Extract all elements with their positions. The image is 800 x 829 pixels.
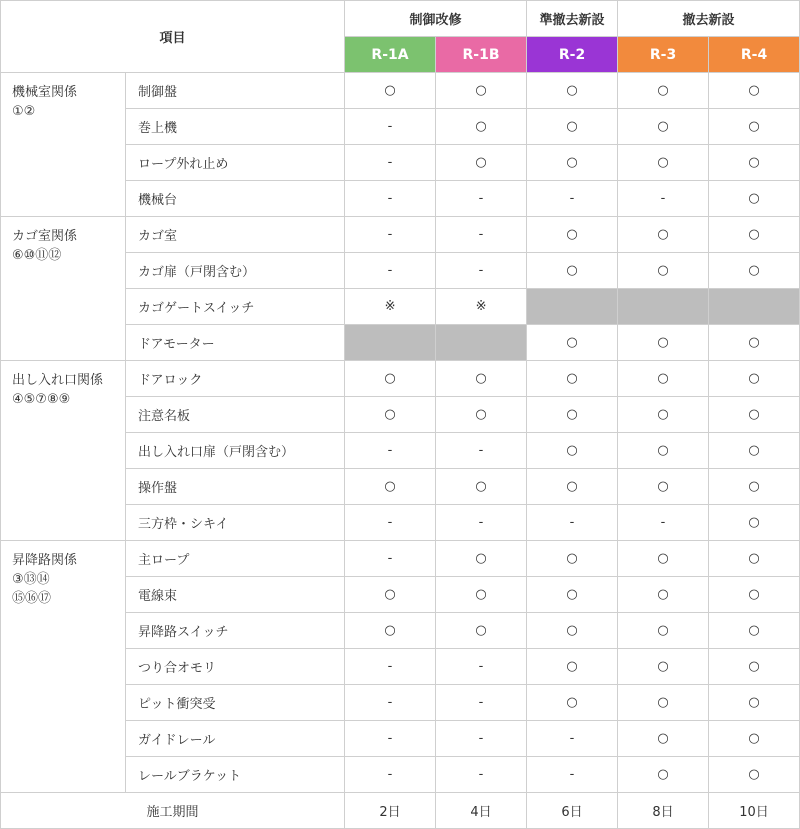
item-name: ドアモーター [126,325,345,361]
value-cell-r1b: ○ [436,577,527,613]
value-cell-r3: ○ [618,469,709,505]
group-label-cell [1,541,126,793]
value-cell-r3: ○ [618,721,709,757]
item-name: レールブラケット [126,757,345,793]
value-cell-r3: ○ [618,325,709,361]
group-header-control-renovation: 制御改修 [345,1,527,37]
value-cell-r3 [618,289,709,325]
value-cell-r2: ○ [527,325,618,361]
item-name: 機械台 [126,181,345,217]
value-cell-r4: ○ [709,217,800,253]
value-cell-r4: ○ [709,721,800,757]
value-cell-r2: ○ [527,253,618,289]
value-cell-r3: ○ [618,253,709,289]
table-row [1,541,800,577]
table-row [1,217,800,253]
value-cell-r1b [436,325,527,361]
item-name: 三方枠・シキイ [126,505,345,541]
value-cell-r4: ○ [709,145,800,181]
value-cell-r2: - [527,721,618,757]
value-cell-r2: - [527,757,618,793]
value-cell-r2: - [527,181,618,217]
value-cell-r4: ○ [709,685,800,721]
value-cell-r3: ○ [618,145,709,181]
group-header-full-replacement: 撤去新設 [618,1,800,37]
value-cell-r1b: - [436,505,527,541]
group-label: 出し入れ口関係 [12,373,104,388]
value-cell-r1b: ○ [436,109,527,145]
item-name: つり合オモリ [126,649,345,685]
group-label: カゴ室関係 [12,229,78,244]
item-name: 操作盤 [126,469,345,505]
period-r4: 10日 [709,793,800,829]
value-cell-r2: ○ [527,613,618,649]
group-numbers: ③⑬⑭ [12,572,50,587]
value-cell-r2: ○ [527,649,618,685]
value-cell-r3: - [618,181,709,217]
value-cell-r2: ○ [527,469,618,505]
value-cell-r4: ○ [709,397,800,433]
value-cell-r1a: - [345,541,436,577]
value-cell-r4: ○ [709,109,800,145]
value-cell-r1a: ○ [345,73,436,109]
value-cell-r1a [345,325,436,361]
value-cell-r1b: ○ [436,469,527,505]
value-cell-r4: ○ [709,433,800,469]
value-cell-r1a: ○ [345,577,436,613]
item-name: ピット衝突受 [126,685,345,721]
value-cell-r1b: - [436,649,527,685]
value-cell-r3: ○ [618,397,709,433]
value-cell-r1b: ○ [436,397,527,433]
group-label-cell [1,361,126,541]
value-cell-r1a: ○ [345,397,436,433]
plan-header-r3: R-3 [618,37,709,73]
value-cell-r1a: - [345,721,436,757]
value-cell-r2: ○ [527,109,618,145]
value-cell-r1a: - [345,109,436,145]
value-cell-r1b: ○ [436,541,527,577]
plan-header-r1b: R-1B [436,37,527,73]
value-cell-r4: ○ [709,361,800,397]
table-body [1,73,800,793]
value-cell-r3: ○ [618,577,709,613]
value-cell-r2: ○ [527,361,618,397]
value-cell-r3: ○ [618,613,709,649]
item-name: 巻上機 [126,109,345,145]
value-cell-r2: - [527,505,618,541]
period-r2: 6日 [527,793,618,829]
value-cell-r1a: - [345,685,436,721]
item-name: 昇降路スイッチ [126,613,345,649]
value-cell-r1a: - [345,145,436,181]
period-r1b: 4日 [436,793,527,829]
value-cell-r1a: - [345,757,436,793]
item-header: 項目 [1,1,345,73]
group-label-cell [1,217,126,361]
value-cell-r3: ○ [618,541,709,577]
group-numbers: ①② [12,104,36,119]
value-cell-r1a: ○ [345,469,436,505]
value-cell-r1a: - [345,649,436,685]
value-cell-r1a: ※ [345,289,436,325]
value-cell-r2 [527,289,618,325]
value-cell-r3: ○ [618,109,709,145]
value-cell-r4: ○ [709,73,800,109]
value-cell-r1b: - [436,721,527,757]
item-name: 主ロープ [126,541,345,577]
value-cell-r2: ○ [527,433,618,469]
value-cell-r4: ○ [709,613,800,649]
value-cell-r4 [709,289,800,325]
value-cell-r4: ○ [709,541,800,577]
group-numbers: ⑮⑯⑰ [12,591,52,606]
value-cell-r1a: - [345,217,436,253]
group-header-semi-replacement: 準撤去新設 [527,1,618,37]
group-label: 機械室関係 [12,85,78,100]
item-name: カゴ室 [126,217,345,253]
value-cell-r1a: - [345,253,436,289]
value-cell-r4: ○ [709,253,800,289]
value-cell-r4: ○ [709,757,800,793]
value-cell-r3: ○ [618,217,709,253]
value-cell-r1b: ○ [436,613,527,649]
value-cell-r1b: - [436,217,527,253]
value-cell-r3: ○ [618,361,709,397]
value-cell-r2: ○ [527,73,618,109]
value-cell-r3: ○ [618,73,709,109]
value-cell-r1a: - [345,181,436,217]
item-name: 出し入れ口扉（戸閉含む） [126,433,345,469]
item-name: ロープ外れ止め [126,145,345,181]
value-cell-r3: ○ [618,433,709,469]
period-r3: 8日 [618,793,709,829]
value-cell-r4: ○ [709,325,800,361]
period-r1a: 2日 [345,793,436,829]
group-numbers: ④⑤⑦⑧⑨ [12,392,71,407]
value-cell-r1b: ○ [436,361,527,397]
group-label: 昇降路関係 [12,553,78,568]
group-label-cell [1,73,126,217]
plan-header-r4: R-4 [709,37,800,73]
item-name: ドアロック [126,361,345,397]
value-cell-r2: ○ [527,541,618,577]
value-cell-r4: ○ [709,469,800,505]
value-cell-r3: ○ [618,649,709,685]
value-cell-r3: - [618,505,709,541]
value-cell-r1b: ○ [436,145,527,181]
table-row [1,73,800,109]
value-cell-r1b: ○ [436,73,527,109]
item-name: カゴゲートスイッチ [126,289,345,325]
value-cell-r1b: - [436,757,527,793]
value-cell-r1b: - [436,685,527,721]
value-cell-r1a: - [345,433,436,469]
item-name: カゴ扉（戸閉含む） [126,253,345,289]
value-cell-r1a: ○ [345,361,436,397]
value-cell-r1a: ○ [345,613,436,649]
item-name: ガイドレール [126,721,345,757]
value-cell-r3: ○ [618,757,709,793]
value-cell-r2: ○ [527,577,618,613]
value-cell-r1b: - [436,253,527,289]
plan-header-r2: R-2 [527,37,618,73]
value-cell-r4: ○ [709,649,800,685]
value-cell-r4: ○ [709,181,800,217]
value-cell-r1b: - [436,433,527,469]
item-name: 注意名板 [126,397,345,433]
value-cell-r2: ○ [527,397,618,433]
item-name: 制御盤 [126,73,345,109]
value-cell-r2: ○ [527,145,618,181]
value-cell-r3: ○ [618,685,709,721]
item-name: 電線束 [126,577,345,613]
value-cell-r4: ○ [709,505,800,541]
group-numbers: ⑥⑩⑪⑫ [12,248,62,263]
table-row [1,361,800,397]
value-cell-r2: ○ [527,217,618,253]
value-cell-r1b: - [436,181,527,217]
construction-period-label: 施工期間 [1,793,345,829]
value-cell-r1a: - [345,505,436,541]
plan-header-r1a: R-1A [345,37,436,73]
value-cell-r2: ○ [527,685,618,721]
value-cell-r1b: ※ [436,289,527,325]
value-cell-r4: ○ [709,577,800,613]
